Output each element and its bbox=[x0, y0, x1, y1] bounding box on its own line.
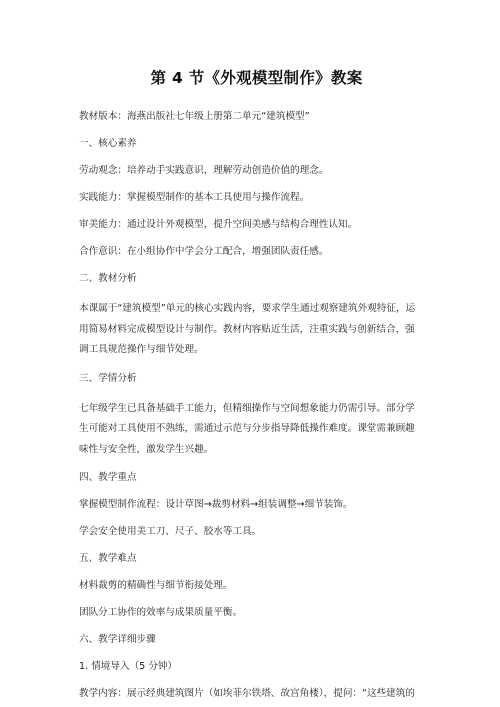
paragraph-line: 用简易材料完成模型设计与制作。教材内容贴近生活，注重实践与创新结合，强 bbox=[79, 323, 415, 335]
heading-core-literacy: 一、核心素养 bbox=[79, 138, 137, 149]
heading-textbook-analysis: 二、教材分析 bbox=[79, 273, 137, 284]
difficulty-item: 材料裁剪的精确性与细节衔接处理。 bbox=[79, 580, 233, 591]
core-item: 合作意识：在小组协作中学会分工配合，增强团队责任感。 bbox=[79, 246, 329, 257]
textbook-analysis-paragraph bbox=[79, 299, 434, 361]
core-item: 实践能力：掌握模型制作的基本工具使用与操作流程。 bbox=[79, 192, 310, 203]
heading-teaching-focus: 四、教学重点 bbox=[79, 472, 137, 483]
step-1-heading: 1. 情境导入（5 分钟） bbox=[79, 661, 178, 672]
learner-analysis-paragraph bbox=[79, 399, 434, 461]
focus-item: 学会安全使用美工刀、尺子、胶水等工具。 bbox=[79, 526, 262, 537]
edition-line: 教材版本：海燕出版社七年级上册第二单元“建筑模型” bbox=[79, 111, 310, 122]
paragraph-line: 调工具规范操作与细节处理。 bbox=[79, 344, 204, 355]
step-1-content: 教学内容：展示经典建筑图片（如埃菲尔铁塔、故宫角楼），提问：“这些建筑的 bbox=[79, 688, 415, 699]
paragraph-line: 生可能对工具使用不熟练，需通过示范与分步指导降低操作难度。课堂需兼顾趣 bbox=[79, 423, 415, 434]
paragraph-line: 味性与安全性，激发学生兴趣。 bbox=[79, 443, 214, 455]
heading-teaching-difficulty: 五、教学难点 bbox=[79, 553, 137, 564]
heading-teaching-steps: 六、教学详细步骤 bbox=[79, 634, 156, 645]
difficulty-item: 团队分工协作的效率与成果质量平衡。 bbox=[79, 607, 243, 618]
paragraph-line: 本课属于“建筑模型”单元的核心实践内容，要求学生通过观察建筑外观特征，运 bbox=[79, 303, 416, 314]
heading-learner-analysis: 三、学情分析 bbox=[79, 372, 137, 384]
paragraph-line: 七年级学生已具备基础手工能力，但精细操作与空间想象能力仍需引导。部分学 bbox=[79, 402, 415, 414]
core-item: 审美能力：通过设计外观模型，提升空间美感与结构合理性认知。 bbox=[79, 219, 358, 230]
core-item: 劳动观念：培养动手实践意识，理解劳动创造价值的理念。 bbox=[79, 165, 329, 176]
document-title: 第 4 节《外观模型制作》教案 bbox=[150, 69, 363, 87]
focus-item: 掌握模型制作流程：设计草图→裁剪材料→组装调整→细节装饰。 bbox=[79, 499, 353, 510]
